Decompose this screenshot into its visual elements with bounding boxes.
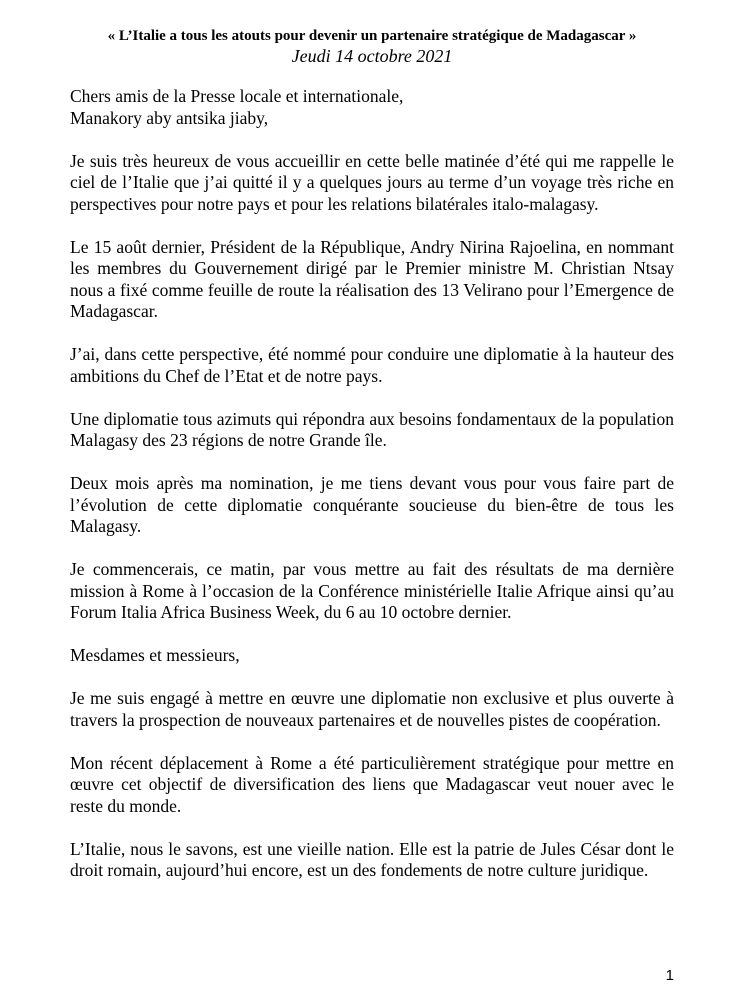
document-body bbox=[70, 86, 674, 903]
paragraph: Deux mois après ma nomination, je me tiens devant vous pour vous faire part de l’évolution de cette diplomatie conquérante soucieuse du bien-être de tous les Malagasy. bbox=[70, 473, 674, 536]
paragraph: Le 15 août dernier, Président de la République, Andry Nirina Rajoelina, en nommant les membres du Gouvernement dirigé par le Premier ministre M. Christian Ntsay nous a fixé comme feuille de route la réalisation des 13 Velirano pour l’Emergence de Madagascar. bbox=[70, 236, 674, 321]
paragraph: Une diplomatie tous azimuts qui répondra aux besoins fondamentaux de la population Malagasy des 23 régions de notre Grande île. bbox=[70, 408, 674, 450]
paragraph: J’ai, dans cette perspective, été nommé pour conduire une diplomatie à la hauteur des ambitions du Chef de l’Etat et de notre pays. bbox=[70, 344, 674, 386]
document-title: « L’Italie a tous les atouts pour devenir un partenaire stratégique de Madagascar » bbox=[107, 28, 637, 44]
page-number: 1 bbox=[665, 967, 674, 984]
paragraph: Je commencerais, ce matin, par vous mettre au fait des résultats de ma dernière mission à Rome à l’occasion de la Conférence ministérielle Italie Afrique ainsi qu’au Forum Italia Africa Business Week, du 6 au 10 octobre dernier. bbox=[70, 559, 674, 622]
paragraph: Mon récent déplacement à Rome a été particulièrement stratégique pour mettre en œuvre cet objectif de diversification des liens que Madagascar veut nouer avec le reste du monde. bbox=[70, 752, 674, 816]
paragraph: Je suis très heureux de vous accueillir en cette belle matinée d’été qui me rappelle le ciel de l’Italie que j’ai quitté il y a quelques jours au terme d’un voyage très riche en perspectives pour notre pays et pour les relations bilatérales italo-malagasy. bbox=[70, 150, 674, 214]
paragraph: Je me suis engagé à mettre en œuvre une diplomatie non exclusive et plus ouverte à travers la prospection de nouveaux partenaires et de nouvelles pistes de coopération. bbox=[70, 688, 674, 730]
paragraph: Mesdames et messieurs, bbox=[70, 645, 240, 665]
paragraph: L’Italie, nous le savons, est une vieille nation. Elle est la patrie de Jules César dont le droit romain, aujourd’hui encore, est un des fondements de notre culture juridique. bbox=[70, 838, 674, 880]
salutation-line: Chers amis de la Presse locale et internationale, bbox=[70, 86, 404, 106]
salutation bbox=[70, 86, 674, 129]
salutation-line: Manakory aby antsika jiaby, bbox=[70, 107, 269, 128]
document-date: Jeudi 14 octobre 2021 bbox=[291, 46, 453, 66]
